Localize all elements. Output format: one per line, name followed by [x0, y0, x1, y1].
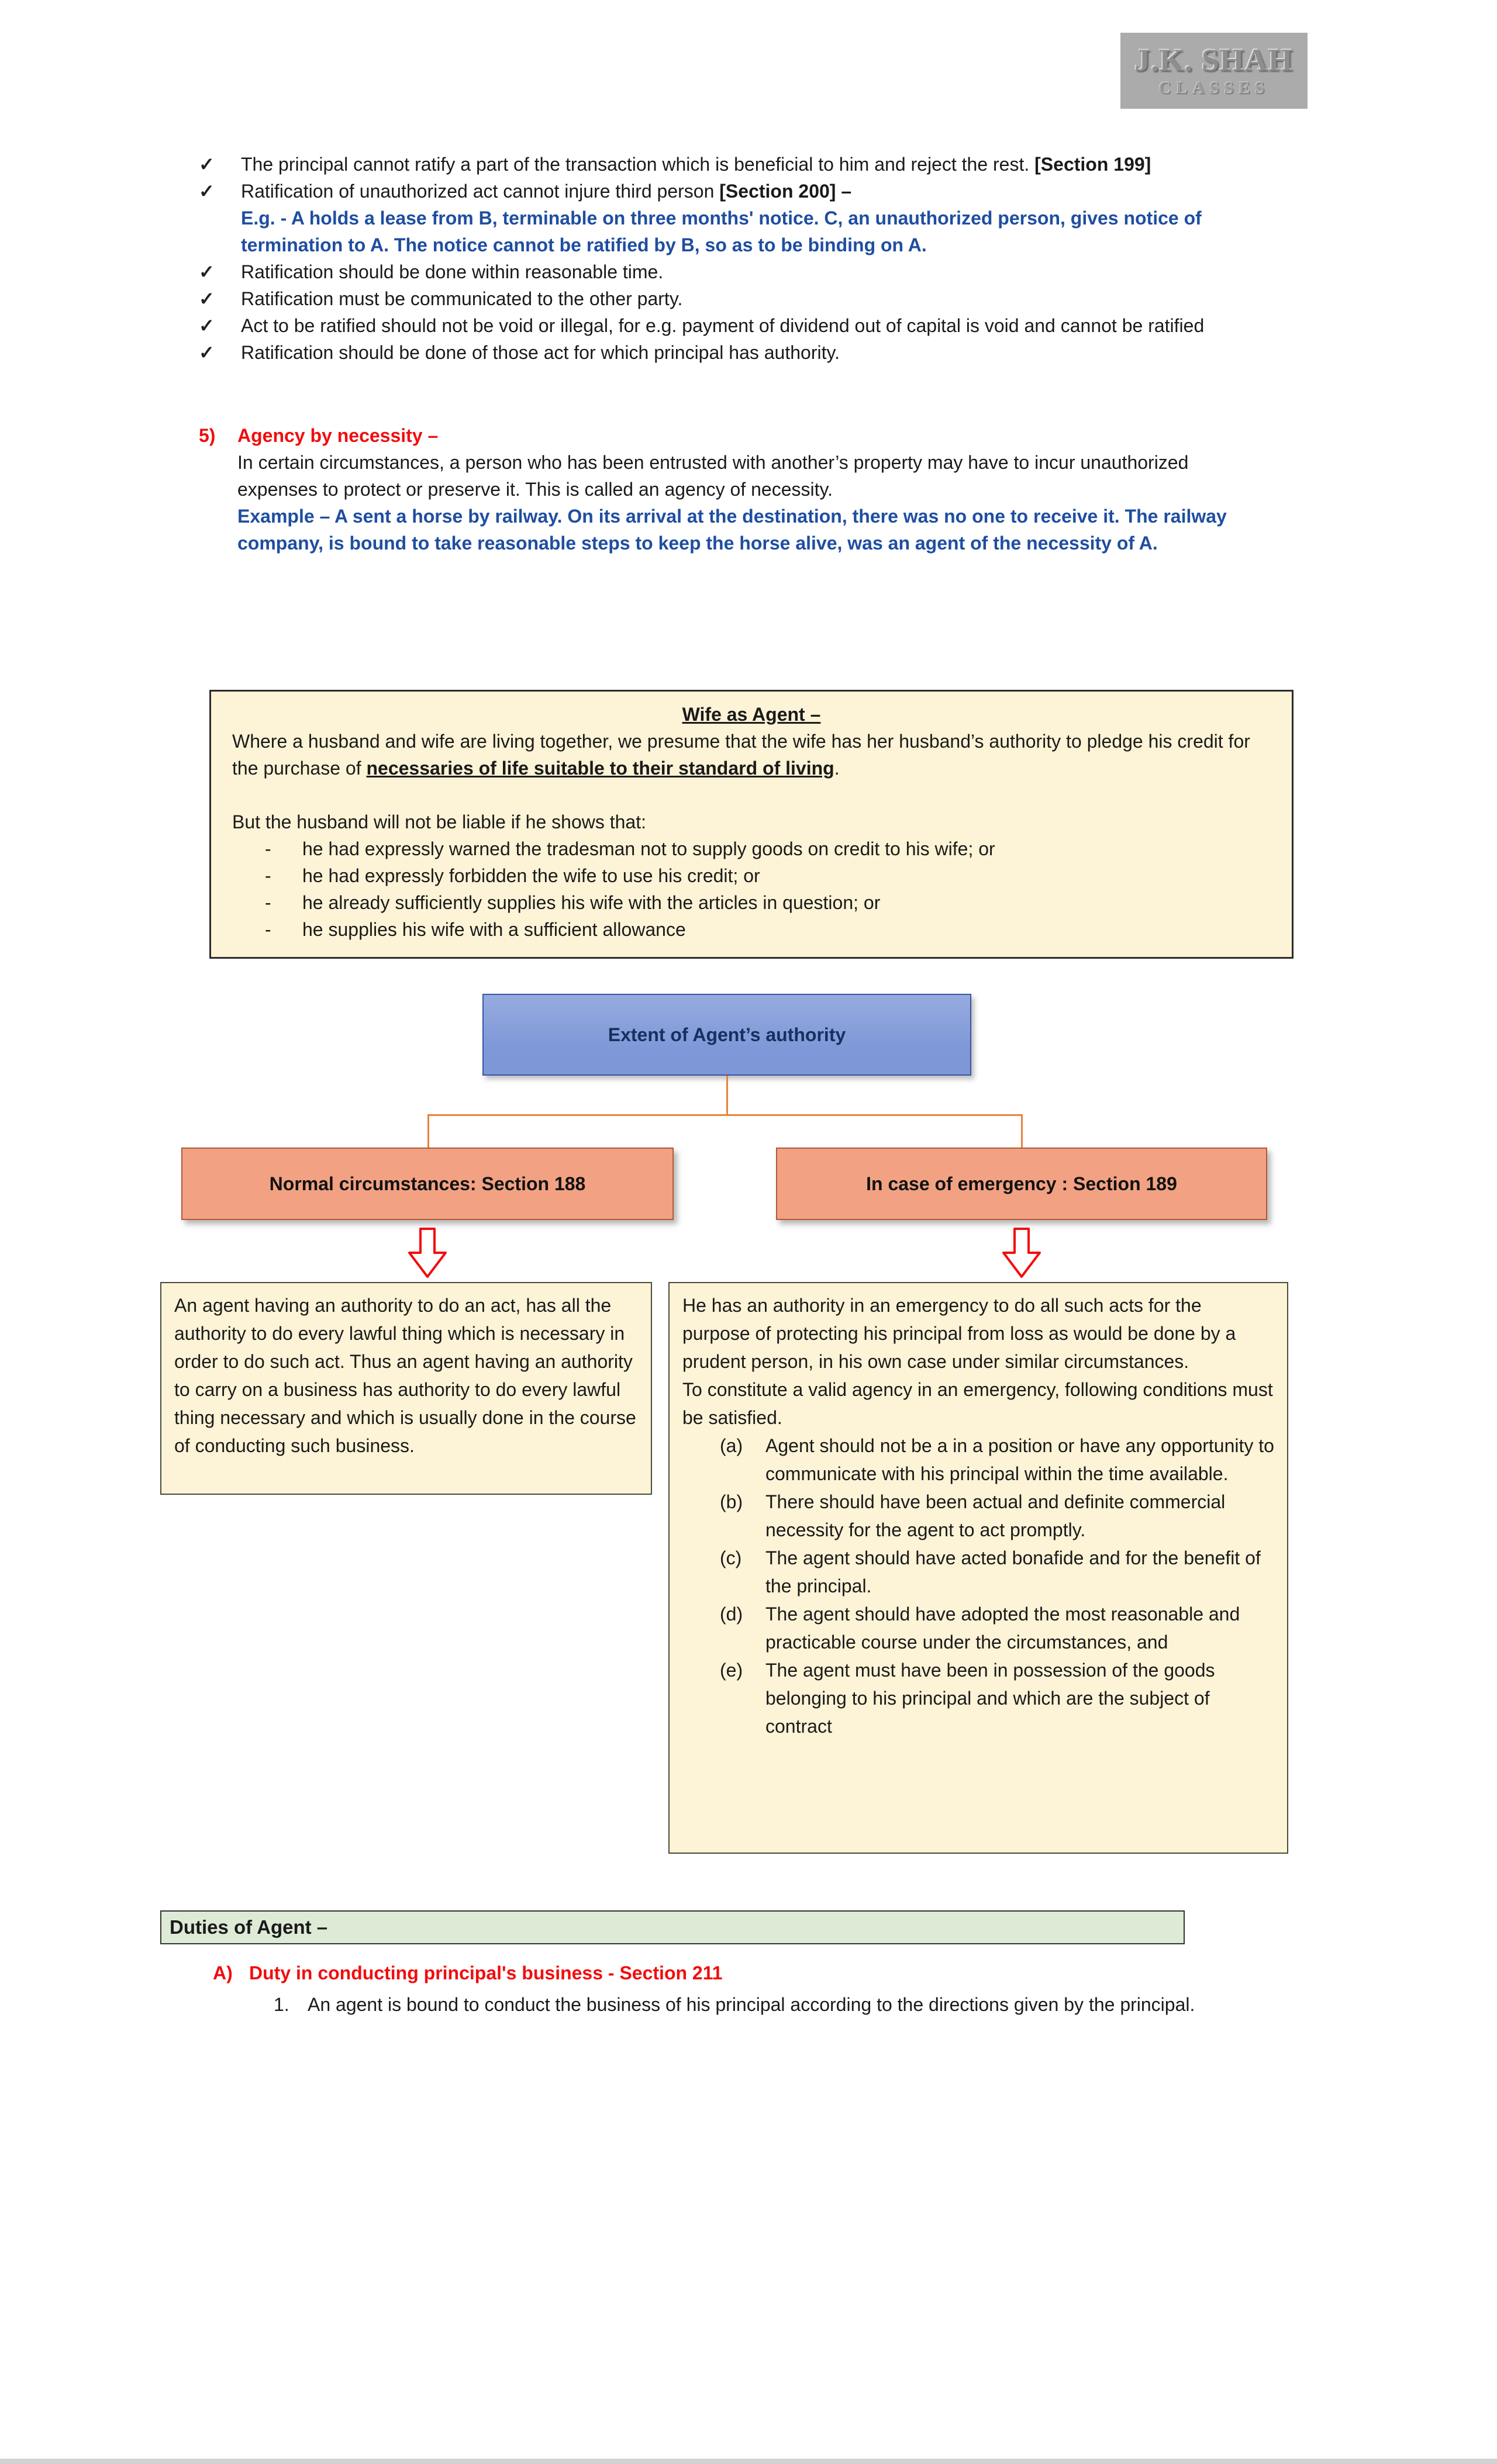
checklist-item-6 — [199, 339, 1235, 366]
ratification-notes — [199, 151, 1235, 557]
dash-bullet: - — [265, 865, 271, 886]
emergency-detail — [668, 1282, 1288, 1854]
checkmark-icon: ✓ — [199, 288, 215, 309]
wife-intro-text: Where a husband and wife are living together, we presume that the wife has her husband’s authority to pledge his credit for the purchase of — [232, 731, 1250, 779]
condition-text: The agent must have been in possession of the goods belonging to his principal and which are the subject of contract — [765, 1660, 1215, 1737]
down-arrow-icon — [408, 1227, 447, 1278]
condition-label: (e) — [720, 1660, 743, 1681]
checkmark-icon: ✓ — [199, 261, 215, 282]
diagram-branch-emergency: In case of emergency : Section 189 — [776, 1148, 1267, 1220]
checklist-item-4-body: Ratification must be communicated to the other party. — [241, 288, 683, 309]
agency-by-necessity-text: In certain circumstances, a person who has been entrusted with another’s property may have to incur unauthorized expenses to protect or preserve it. This is called an agency of necessity. — [237, 452, 1189, 500]
normal-circumstances-detail: An agent having an authority to do an act, has all the authority to do every lawful thing which is necessary in order to do such act. Thus an agent having an authority to carry on a business has authority to do every lawful thing necessary and which is usually done in the course of conducting such business. — [160, 1282, 652, 1495]
wife-point-2 — [265, 862, 1271, 889]
checklist-item-2-section: [Section 200] – — [719, 181, 852, 202]
condition-label: (b) — [720, 1491, 743, 1512]
checklist-item-1-section: [Section 199] — [1034, 154, 1151, 175]
connector-line — [427, 1114, 1022, 1116]
dash-bullet: - — [265, 892, 271, 913]
duty-a-heading-row — [213, 1960, 1277, 1986]
condition-text: There should have been actual and definite commercial necessity for the agent to act promptly. — [765, 1491, 1226, 1540]
connector-line — [726, 1076, 728, 1114]
point-number: 1. — [274, 1994, 289, 2015]
down-arrow-icon — [1002, 1227, 1041, 1278]
wife-point-4-text: he supplies his wife with a sufficient allowance — [302, 919, 686, 940]
dash-bullet: - — [265, 838, 271, 859]
emergency-condition-c — [720, 1544, 1274, 1600]
wife-as-agent-box — [209, 690, 1294, 959]
page-bottom-edge — [0, 2459, 1497, 2464]
condition-text: The agent should have adopted the most reasonable and practicable course under the circumstances, and — [765, 1603, 1240, 1653]
emergency-condition-b — [720, 1488, 1274, 1544]
checklist-item-3-body: Ratification should be done within reasonable time. — [241, 261, 664, 282]
duties-content — [213, 1960, 1277, 2018]
wife-intro-period: . — [834, 758, 840, 779]
checkmark-icon: ✓ — [199, 315, 215, 336]
checklist-item-5-body: Act to be ratified should not be void or illegal, for e.g. payment of dividend out of capital is void and cannot be ratified — [241, 315, 1205, 336]
wife-liability-lead: But the husband will not be liable if he shows that: — [232, 811, 646, 832]
checkmark-icon: ✓ — [199, 154, 215, 175]
checklist-item-1-body — [241, 151, 1235, 178]
logo-subtitle: CLASSES — [1158, 78, 1270, 98]
emergency-detail-paragraph-2: To constitute a valid agency in an emergency, following conditions must be satisfied. — [682, 1379, 1273, 1428]
jkshah-logo — [1120, 33, 1308, 109]
dash-bullet: - — [265, 919, 271, 940]
point-text: An agent is bound to conduct the business of his principal according to the directions given by the principal. — [308, 1994, 1195, 2015]
agency-by-necessity-heading: Agency by necessity – — [237, 425, 439, 446]
agency-by-necessity-example: Example – A sent a horse by railway. On its arrival at the destination, there was no one to receive it. The railway company, is bound to take reasonable steps to keep the horse alive, was an agent of the necessity of A. — [237, 506, 1227, 554]
condition-label: (a) — [720, 1435, 743, 1456]
duty-a-heading: Duty in conducting principal's business - Section 211 — [249, 1962, 723, 1983]
wife-as-agent-intro — [232, 728, 1271, 782]
diagram-root-box: Extent of Agent’s authority — [482, 994, 971, 1076]
checkmark-icon: ✓ — [199, 342, 215, 363]
agency-by-necessity-body — [237, 422, 1232, 557]
connector-line — [1021, 1114, 1023, 1148]
condition-text: Agent should not be a in a position or have any opportunity to communicate with his principal within the time available. — [765, 1435, 1274, 1484]
wife-point-4 — [265, 916, 1271, 943]
checklist-item-5 — [199, 312, 1235, 339]
wife-point-1 — [265, 835, 1271, 862]
condition-label: (d) — [720, 1603, 743, 1625]
emergency-detail-paragraph-1: He has an authority in an emergency to do all such acts for the purpose of protecting his principal from loss as would be done by a prudent person, in his own case under similar circumstances. — [682, 1295, 1236, 1372]
wife-as-agent-title: Wife as Agent – — [682, 704, 821, 725]
checklist-item-2 — [199, 178, 1235, 258]
logo-title: J.K. SHAH — [1134, 43, 1294, 78]
duties-of-agent-header — [160, 1910, 1185, 1944]
checklist-item-2-example: E.g. - A holds a lease from B, terminable on three months' notice. C, an unauthorized person, gives notice of termination to A. The notice cannot be ratified by B, so as to be binding on A. — [241, 208, 1202, 255]
checkmark-icon: ✓ — [199, 181, 215, 202]
condition-label: (c) — [720, 1547, 742, 1568]
emergency-condition-d — [720, 1600, 1274, 1656]
item-number: 5) — [199, 425, 216, 446]
checklist-item-2-text: Ratification of unauthorized act cannot injure third person — [241, 181, 720, 202]
wife-point-3-text: he already sufficiently supplies his wife with the articles in question; or — [302, 892, 881, 913]
connector-line — [427, 1114, 429, 1148]
checklist-item-1-text: The principal cannot ratify a part of the transaction which is beneficial to him and reject the rest. — [241, 154, 1035, 175]
wife-point-2-text: he had expressly forbidden the wife to use his credit; or — [302, 865, 760, 886]
checklist-item-4 — [199, 285, 1235, 312]
checklist-item-3 — [199, 258, 1235, 285]
duty-a-point-1 — [274, 1991, 1277, 2018]
condition-text: The agent should have acted bonafide and for the benefit of the principal. — [765, 1547, 1261, 1596]
wife-intro-emphasis: necessaries of life suitable to their standard of living — [366, 758, 834, 779]
emergency-condition-e — [720, 1656, 1274, 1740]
checklist-item-6-body: Ratification should be done of those act for which principal has authority. — [241, 342, 840, 363]
wife-point-1-text: he had expressly warned the tradesman not to supply goods on credit to his wife; or — [302, 838, 995, 859]
duties-of-agent-title: Duties of Agent – — [170, 1916, 328, 1938]
wife-point-3 — [265, 889, 1271, 916]
checklist-item-1 — [199, 151, 1235, 178]
emergency-condition-a — [720, 1432, 1274, 1488]
agency-by-necessity — [199, 422, 1235, 557]
diagram-branch-normal: Normal circumstances: Section 188 — [181, 1148, 674, 1220]
duty-a-label: A) — [213, 1962, 233, 1983]
checklist-item-2-body — [241, 178, 1235, 258]
